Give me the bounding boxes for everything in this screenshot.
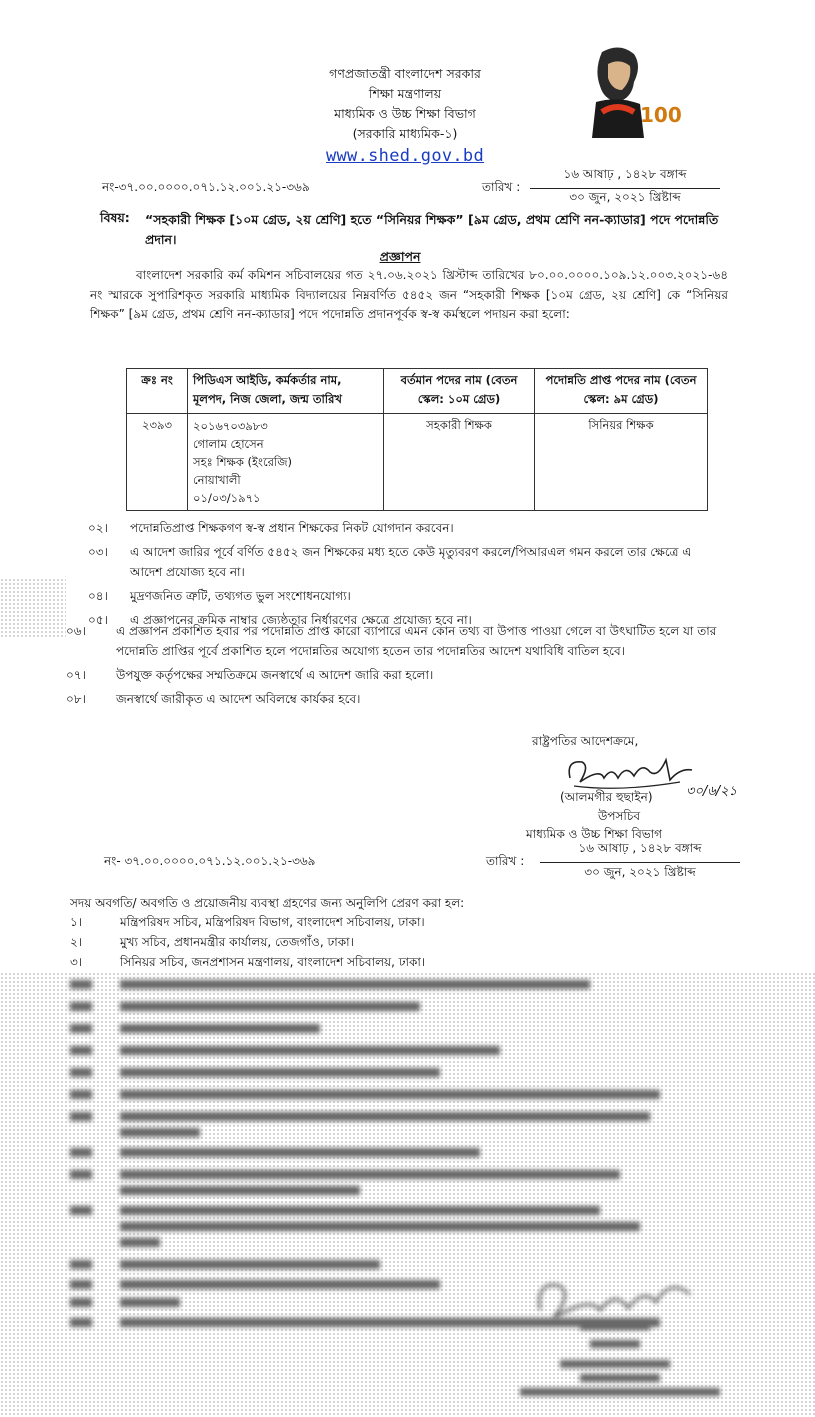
govt-name: গণপ্রজাতন্ত্রী বাংলাদেশ সরকার: [329, 66, 481, 81]
clause-item: ০৫। এ প্রজ্ঞাপনের ক্রমিক নাম্বার জ্যেষ্ঠতার নির্ধারণের ক্ষেত্রে প্রযোজ্য হবে না।: [88, 613, 472, 627]
ministry-name: শিক্ষা মন্ত্রণালয়: [368, 86, 442, 101]
date-bangla: ১৬ আষাঢ় , ১৪২৮ বঙ্গাব্দ: [530, 166, 720, 189]
distribution-intro: সদয় অবগতি/ অবগতি ও প্রয়োজনীয় ব্যবস্থা গ্রহণের জন্য অনুলিপি প্রেরণ করা হল:: [70, 896, 465, 910]
logo-text: [572, 42, 573, 43]
signatory-designation: উপসচিব: [598, 809, 641, 823]
branch-name: (সরকারি মাধ্যমিক-১): [352, 126, 458, 141]
website-link[interactable]: www.shed.gov.bd: [325, 146, 485, 166]
date-label: তারিখ :: [482, 180, 521, 194]
scan-noise-left: [0, 578, 66, 638]
table-header-row: [127, 369, 708, 414]
clause-item: ০৭। উপযুক্ত কর্তৃপক্ষের সম্মতিক্রমে জনস্বার্থে এ আদেশ জারি করা হলো।: [66, 668, 434, 682]
date-english: ৩০ জুন, ২০২১ খ্রিষ্টাব্দ: [569, 190, 681, 204]
pds-id: ২০১৬৭০৩৯৮৩: [193, 419, 268, 433]
list-item: ১। মন্ত্রিপরিষদ সচিব, মন্ত্রিপরিষদ বিভাগ, বাংলাদেশ সচিবালয়, ঢাকা।: [70, 915, 425, 929]
clause-item: ০২। পদোন্নতিপ্রাপ্ত শিক্ষকগণ স্ব-স্ব প্রধান শিক্ষকের নিকট যোগদান করবেন।: [88, 521, 454, 535]
clause-list-2: [66, 621, 726, 713]
blurred-distribution-list: [70, 976, 670, 1296]
list-item: ২। মুখ্য সচিব, প্রধানমন্ত্রীর কার্যালয়, তেজগাঁও, ঢাকা।: [70, 935, 354, 949]
order-line: রাষ্ট্রপতির আদেশক্রমে,: [532, 734, 639, 748]
date-english-2: ৩০ জুন, ২০২১ খ্রিষ্টাব্দ: [584, 865, 696, 879]
mujib-borsho-logo: [572, 42, 692, 142]
signatory-office: মাধ্যমিক ও উচ্চ শিক্ষা বিভাগ: [526, 827, 663, 841]
list-item: ৩। সিনিয়র সচিব, জনপ্রশাসন মন্ত্রণালয়, বাংলাদেশ সচিবালয়, ঢাকা।: [70, 955, 426, 969]
blurred-signature-block: [520, 1270, 740, 1400]
svg-text:100: 100: [640, 103, 682, 127]
cell-current-post: সহকারী শিক্ষক: [384, 414, 535, 511]
memo-number-2: নং- ৩৭.০০.০০০০.০৭১.১২.০০১.২১-৩৬৯: [104, 854, 316, 868]
clause-item: ০৩। এ আদেশ জারির পূর্বে বর্ণিত ৫৪৫২ জন শিক্ষকের মধ্য হতে কেউ মৃত্যুবরণ করলে/পিআরএল গমন করলে তার ক্ষেত্রে এ আদেশ প্রযোজ্য হবে না।: [88, 545, 692, 579]
col-serial-header: ক্রঃ নং: [127, 369, 188, 414]
memo-number: নং-৩৭.০০.০০০০.০৭১.১২.০০১.২১-৩৬৯: [102, 180, 310, 194]
signature-date: ৩০/৬/২১: [686, 784, 738, 799]
promotion-table: [126, 368, 708, 511]
cell-serial: ২৩৯৩: [127, 414, 188, 511]
col-promoted-post-header: পদোন্নতি প্রাপ্ত পদের নাম (বেতন স্কেল: ৯ম গ্রেড): [535, 369, 708, 414]
subject-label: বিষয়:: [100, 210, 130, 225]
body-paragraph: বাংলাদেশ সরকারি কর্ম কমিশন সচিবালয়ের গত ২৭.০৬.২০২১ খ্রিস্টাব্দ তারিখের ৮০.০০.০০০০.১০৯.১২.০০৩.২০২১-৬৪ নং স্মারকে সুপারিশকৃত সরকারি মাধ্যমিক বিদ্যালয়ের নিম্নবর্ণিত ৫৪৫২ জন “সহকারী শিক্ষক [১০ম গ্রেড, ২য় শ্রেণি] কে “সিনিয়র শিক্ষক” [৯ম গ্রেড, প্রথম শ্রেণি নন-ক্যাডার] পদে পদোন্নতি প্রদানপূর্বক স্ব-স্ব কর্মস্থলে পদায়ন করা হলো:: [90, 268, 728, 321]
date-label-2: তারিখ :: [486, 854, 525, 868]
officer-district: নোয়াখালী: [193, 473, 241, 487]
subject-text: “সহকারী শিক্ষক [১০ম গ্রেড, ২য় শ্রেণি] হতে “সিনিয়র শিক্ষক” [৯ম গ্রেড, প্রথম শ্রেণি নন-ক্যাডার] পদে পদোন্নতি প্রদান।: [145, 212, 719, 247]
distribution-list: [70, 912, 710, 972]
table-row: [127, 414, 708, 511]
cell-promoted-post: সিনিয়র শিক্ষক: [535, 414, 708, 511]
cell-officer-info: [188, 414, 384, 511]
division-name: মাধ্যমিক ও উচ্চ শিক্ষা বিভাগ: [334, 106, 476, 121]
clause-item: ০৮। জনস্বার্থে জারীকৃত এ আদেশ অবিলম্বে কার্যকর হবে।: [66, 692, 361, 706]
officer-post: সহঃ শিক্ষক (ইংরেজি): [193, 455, 292, 469]
col-current-post-header: বর্তমান পদের নাম (বেতন স্কেল: ১০ম গ্রেড): [384, 369, 535, 414]
clause-item: ০৪। মুদ্রণজনিত ত্রুটি, তথ্যগত ভুল সংশোধনযোগ্য।: [88, 589, 351, 603]
notification-title: প্রজ্ঞাপন: [379, 249, 421, 264]
officer-name: গোলাম হোসেন: [193, 437, 264, 451]
officer-dob: ০১/০৩/১৯৭১: [193, 491, 261, 505]
clause-item: ০৬। এ প্রজ্ঞাপন প্রকাশিত হবার পর পদোন্নতি প্রাপ্ত কারো ব্যাপারে এমন কোন তথ্য বা উপাত্ত পাওয়া গেলে বা উৎঘাটিত হলে যা তার পদোন্নতি প্রাপ্তির পূর্বে প্রকাশিত হলে পদোন্নতির অযোগ্য হতেন তার পদোন্নতির আদেশ যথাবিধি বাতিল হবে।: [66, 624, 717, 658]
letterhead: [250, 64, 560, 167]
signatory-name: (আলমগীর হুছাইন): [560, 790, 653, 804]
date-bangla-2: ১৬ আষাঢ় , ১৪২৮ বঙ্গাব্দ: [540, 840, 740, 863]
clause-list: [88, 518, 718, 634]
col-officer-header: পিডিএস আইডি, কর্মকর্তার নাম, মূলপদ, নিজ জেলা, জন্ম তারিখ: [188, 369, 384, 414]
